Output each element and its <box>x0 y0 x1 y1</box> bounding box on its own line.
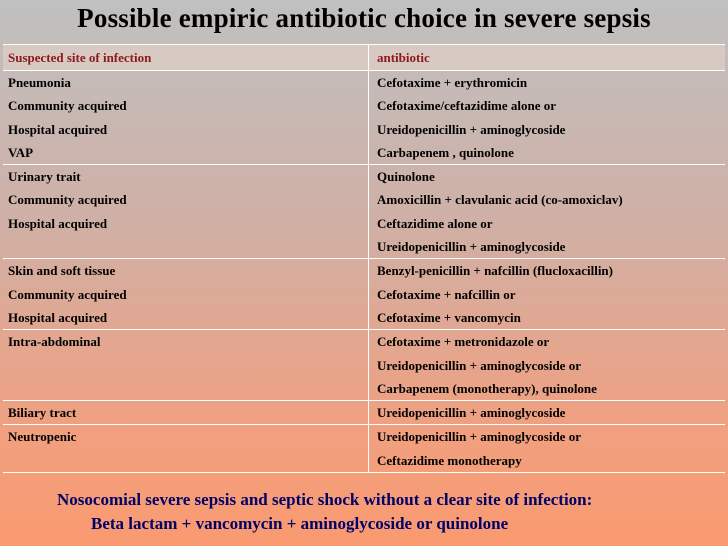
site-cell <box>3 259 369 329</box>
site-cell <box>3 425 369 472</box>
antibiotic-line: Ureidopenicillin + aminoglycoside <box>377 405 566 421</box>
site-line: Hospital acquired <box>8 215 108 231</box>
antibiotic-cell <box>369 165 725 258</box>
antibiotic-line: Carbapenem , quinolone <box>377 144 514 160</box>
table-row <box>3 330 725 401</box>
site-line: Intra-abdominal <box>8 334 101 350</box>
page-title: Possible empiric antibiotic choice in severe sepsis <box>77 3 651 33</box>
antibiotic-line: Amoxicillin + clavulanic acid (co-amoxiclav) <box>377 192 623 208</box>
antibiotic-cell <box>369 330 725 400</box>
footer-line-1: Nosocomial severe sepsis and septic shock without a clear site of infection: <box>57 490 593 509</box>
antibiotic-line: Ureidopenicillin + aminoglycoside or <box>377 357 581 373</box>
antibiotic-line: Ureidopenicillin + aminoglycoside or <box>377 429 581 445</box>
antibiotic-line: Ceftazidime alone or <box>377 215 493 231</box>
antibiotic-line: Carbapenem (monotherapy), quinolone <box>377 380 597 396</box>
site-line: Hospital acquired <box>8 309 108 325</box>
antibiotic-line: Quinolone <box>377 169 435 185</box>
site-line: Skin and soft tissue <box>8 263 116 279</box>
table-row <box>3 71 725 165</box>
site-line: Hospital acquired <box>8 121 108 137</box>
header-antibiotic: antibiotic <box>377 50 430 65</box>
antibiotic-table <box>3 44 725 473</box>
site-line: Community acquired <box>8 192 127 208</box>
antibiotic-line: Cefotaxime/ceftazidime alone or <box>377 98 557 114</box>
site-line: Community acquired <box>8 98 127 114</box>
site-cell <box>3 330 369 400</box>
site-line: Pneumonia <box>8 75 71 90</box>
footer-line-2: Beta lactam + vancomycin + aminoglycoside or quinolone <box>91 514 509 533</box>
table-row <box>3 401 725 425</box>
table-row <box>3 259 725 330</box>
site-cell <box>3 71 369 164</box>
antibiotic-cell <box>369 259 725 329</box>
antibiotic-line: Cefotaxime + metronidazole or <box>377 334 550 350</box>
antibiotic-line: Ureidopenicillin + aminoglycoside <box>377 121 566 137</box>
site-cell <box>3 401 369 424</box>
table-row <box>3 425 725 473</box>
antibiotic-cell <box>369 425 725 472</box>
antibiotic-line: Cefotaxime + nafcillin or <box>377 286 516 302</box>
antibiotic-line: Ceftazidime monotherapy <box>377 452 522 468</box>
antibiotic-cell <box>369 71 725 164</box>
site-line: Community acquired <box>8 286 127 302</box>
site-line: Neutropenic <box>8 429 77 445</box>
antibiotic-line: Cefotaxime + erythromicin <box>377 75 528 90</box>
site-line: Biliary tract <box>8 405 77 421</box>
antibiotic-line: Cefotaxime + vancomycin <box>377 309 521 325</box>
site-line: VAP <box>8 144 34 160</box>
antibiotic-cell <box>369 401 725 424</box>
site-cell <box>3 165 369 258</box>
antibiotic-line: Benzyl-penicillin + nafcillin (flucloxacillin) <box>377 263 613 279</box>
table-header-row <box>3 45 725 71</box>
site-line: Urinary trait <box>8 169 81 185</box>
header-site: Suspected site of infection <box>3 45 369 70</box>
antibiotic-line: Ureidopenicillin + aminoglycoside <box>377 239 566 255</box>
table-row <box>3 165 725 259</box>
